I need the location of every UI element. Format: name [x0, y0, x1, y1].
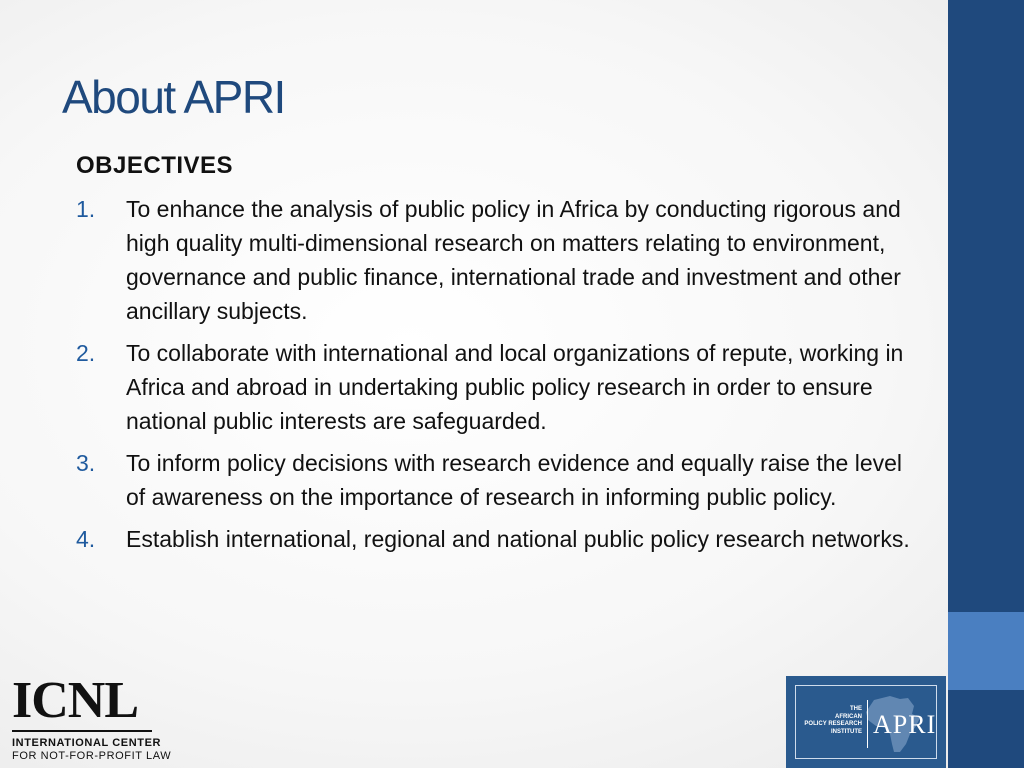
- objective-text: To enhance the analysis of public policy in Africa by conducting rigorous and high quality multi-dimensional research on matters relating to environment, governance and public finance, international trade and investment and other ancillary subjects.: [126, 196, 901, 324]
- objective-text: Establish international, regional and national public policy research networks.: [126, 526, 910, 552]
- apri-logo-acronym: APRI: [873, 710, 937, 739]
- apri-logo-tagline: THE AFRICAN POLICY RESEARCH INSTITUTE: [804, 706, 862, 735]
- objective-number: 4.: [76, 526, 96, 552]
- objective-item: [76, 522, 926, 556]
- objective-number: 1.: [76, 196, 96, 222]
- section-heading: OBJECTIVES: [76, 152, 234, 179]
- objective-number: 2.: [76, 340, 96, 366]
- apri-logo-frame: [795, 685, 937, 759]
- objective-item: [76, 446, 926, 514]
- sidebar-accent-bottom: [948, 690, 1024, 768]
- icnl-logo-line1: INTERNATIONAL CENTER: [12, 737, 162, 749]
- sidebar-accent-light: [948, 612, 1024, 690]
- objective-number: 3.: [76, 450, 96, 476]
- objective-item: [76, 192, 926, 328]
- icnl-logo-rule: [12, 730, 152, 732]
- icnl-logo: [12, 672, 172, 763]
- sidebar-accent-dark: [948, 0, 1024, 612]
- objective-text: To inform policy decisions with research evidence and equally raise the level of awareness on the importance of research in informing public policy.: [126, 450, 903, 510]
- objectives-list: [76, 192, 926, 564]
- apri-logo: [786, 676, 946, 768]
- slide-title: About APRI: [62, 71, 285, 123]
- icnl-logo-mark: ICNL: [12, 672, 139, 729]
- objective-text: To collaborate with international and local organizations of repute, working in Africa and abroad in undertaking public policy research in order to ensure national public interests are safeguarded.: [126, 340, 904, 434]
- icnl-logo-line2: FOR NOT-FOR-PROFIT LAW: [12, 750, 172, 762]
- apri-logo-divider: [867, 700, 868, 748]
- objective-item: [76, 336, 926, 438]
